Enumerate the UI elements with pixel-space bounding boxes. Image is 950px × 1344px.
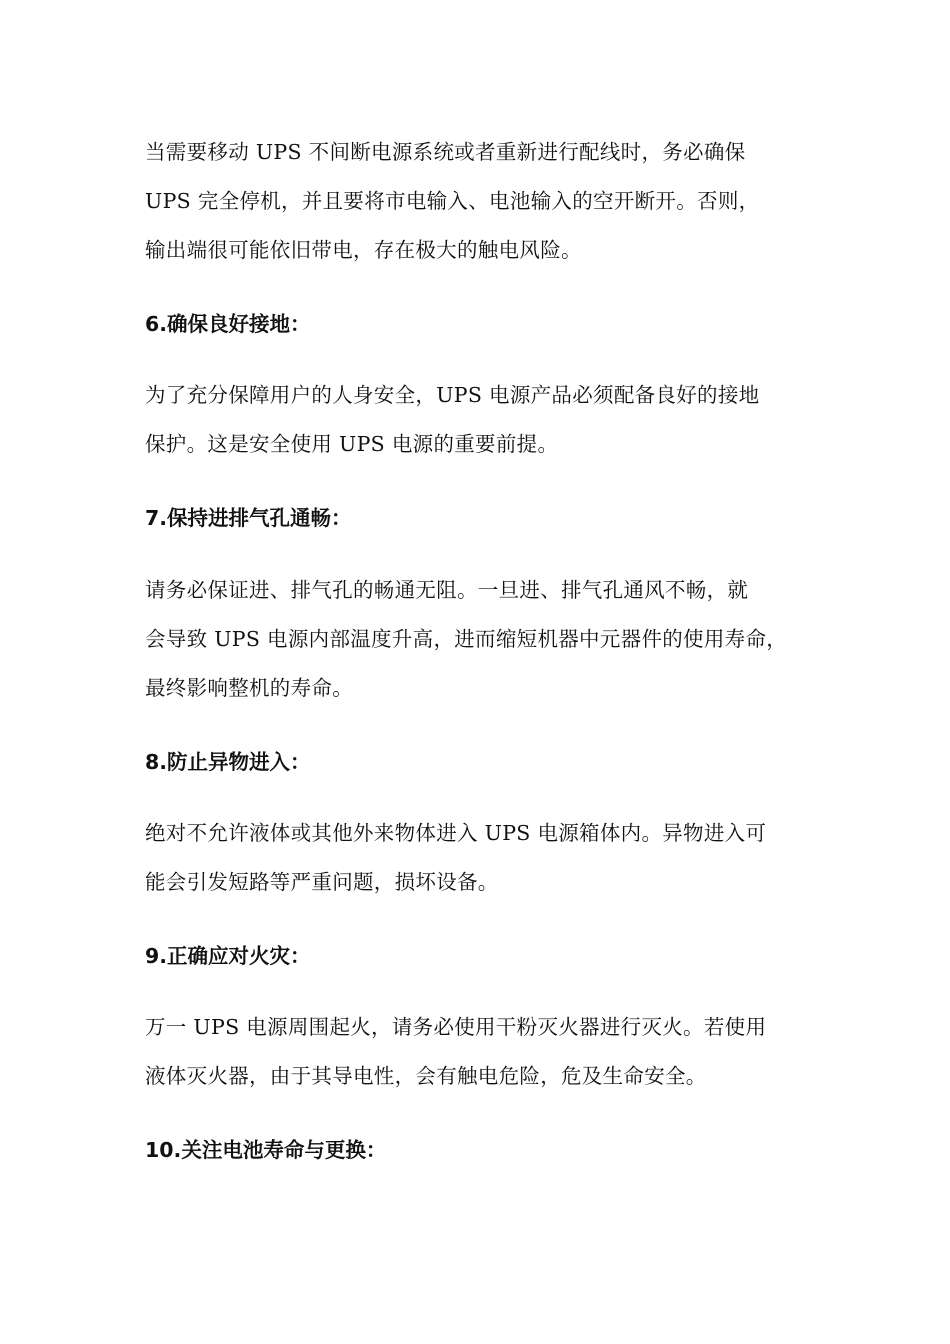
section-8-line-1: 绝对不允许液体或其他外来物体进入 UPS 电源箱体内。异物进入可 [145, 821, 767, 845]
section-heading-9: 9.正确应对火灾： [145, 944, 311, 968]
intro-line-3: 输出端很可能依旧带电，存在极大的触电风险。 [145, 238, 582, 262]
section-heading-6: 6.确保良好接地： [145, 312, 311, 336]
intro-line-2: UPS 完全停机，并且要将市电输入、电池输入的空开断开。否则， [145, 189, 760, 213]
section-6-line-2: 保护。这是安全使用 UPS 电源的重要前提。 [145, 432, 559, 456]
section-7-line-2: 会导致 UPS 电源内部温度升高，进而缩短机器中元器件的使用寿命， [145, 627, 788, 651]
section-7-line-3: 最终影响整机的寿命。 [145, 676, 353, 700]
section-heading-8: 8.防止异物进入： [145, 750, 311, 774]
section-6-line-1: 为了充分保障用户的人身安全，UPS 电源产品必须配备良好的接地 [145, 383, 760, 407]
section-9-line-2: 液体灭火器，由于其导电性，会有触电危险，危及生命安全。 [145, 1064, 707, 1088]
section-7-line-1: 请务必保证进、排气孔的畅通无阻。一旦进、排气孔通风不畅，就 [145, 578, 749, 602]
section-heading-10: 10.关注电池寿命与更换： [145, 1138, 387, 1162]
section-8-line-2: 能会引发短路等严重问题，损坏设备。 [145, 870, 499, 894]
intro-line-1: 当需要移动 UPS 不间断电源系统或者重新进行配线时，务必确保 [145, 140, 746, 164]
section-9-line-1: 万一 UPS 电源周围起火，请务必使用干粉灭火器进行灭火。若使用 [145, 1015, 767, 1039]
section-heading-7: 7.保持进排气孔通畅： [145, 506, 352, 530]
